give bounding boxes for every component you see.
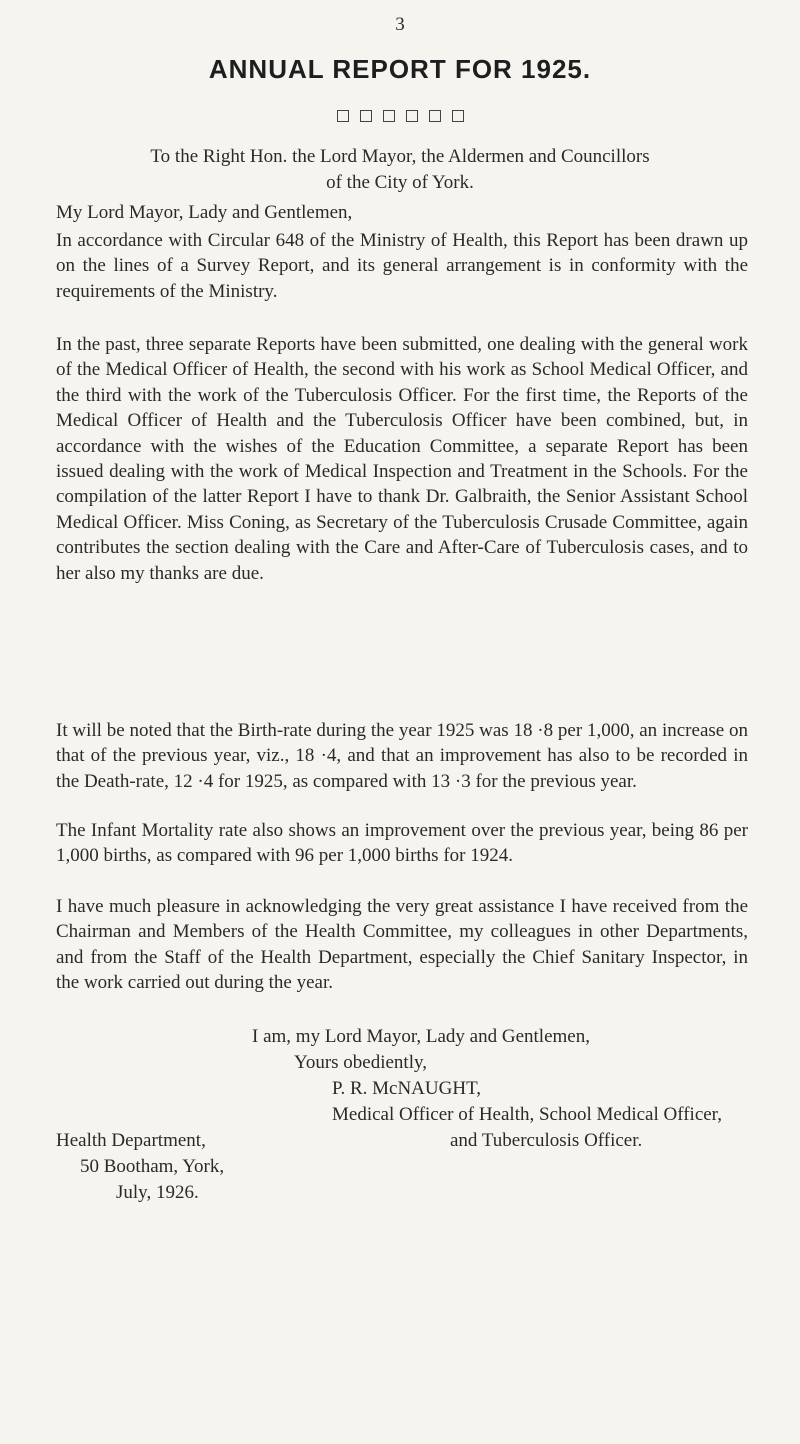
report-title: ANNUAL REPORT FOR 1925. [208, 54, 592, 84]
ornament-square [406, 110, 418, 122]
ornament-square [383, 110, 395, 122]
signatory-role: and Tuberculosis Officer. [450, 1130, 643, 1151]
closing-block [252, 1024, 722, 1154]
signatory-name: P. R. McNAUGHT, [332, 1078, 482, 1099]
ornament-square [360, 110, 372, 122]
department-line: Health Department, [56, 1130, 206, 1151]
paragraph: It will be noted that the Birth-rate during the year 1925 was 18 ·8 per 1,000, an increase on that of the previous year, viz., 18 ·4, and that an improvement has also to be recorded in the Death-rate, 12 ·4 for 1925, as compared with 13 ·3 for the previous year. [56, 720, 748, 792]
paragraph: In accordance with Circular 648 of the Ministry of Health, this Report has been drawn up on the lines of a Survey Report, and its general arrangement is in conformity with the requirements of the Ministry. [56, 230, 748, 302]
closing-line: I am, my Lord Mayor, Lady and Gentlemen, [252, 1026, 590, 1047]
address-line: To the Right Hon. the Lord Mayor, the Aldermen and Councillors [150, 146, 650, 167]
salutation: My Lord Mayor, Lady and Gentlemen, [56, 202, 353, 223]
department-address [56, 1128, 224, 1206]
ornament-square [429, 110, 441, 122]
paragraph: The Infant Mortality rate also shows an improvement over the previous year, being 86 per 1,000 births, as compared with 96 per 1,000 births for 1924. [56, 820, 748, 867]
signatory-role: Medical Officer of Health, School Medical Officer, [332, 1104, 723, 1125]
department-line: 50 Bootham, York, [80, 1156, 225, 1177]
ornament-square [337, 110, 349, 122]
closing-line: Yours obediently, [294, 1052, 428, 1073]
ornament-row [0, 110, 800, 122]
page-number: 3 [395, 14, 405, 35]
ornament-square [452, 110, 464, 122]
paragraph: I have much pleasure in acknowledging the very great assistance I have received from the Chairman and Members of the Health Committee, my colleagues in other Departments, and from the Staff of the Health Department, especially the Chief Sanitary Inspector, in the work carried out during the year. [56, 896, 748, 994]
document-date: July, 1926. [116, 1182, 199, 1203]
paragraph: In the past, three separate Reports have been submitted, one dealing with the general work of the Medical Officer of Health, the second with his work as School Medical Officer, and the third with the work of the Tuberculosis Officer. For the first time, the Reports of the Medical Officer of Health and the Tuberculosis Officer have been combined, but, in accordance with the wishes of the Education Committee, a separate Report has been issued dealing with the work of Medical Inspection and Treatment in the Schools. For the compilation of the latter Report I have to thank Dr. Galbraith, the Senior Assistant School Medical Officer. Miss Coning, as Secretary of the Tuberculosis Crusade Committee, again contributes the section dealing with the Care and After-Care of Tuberculosis cases, and to her also my thanks are due. [56, 334, 748, 584]
address-block [0, 144, 800, 196]
address-line: of the City of York. [326, 172, 474, 193]
